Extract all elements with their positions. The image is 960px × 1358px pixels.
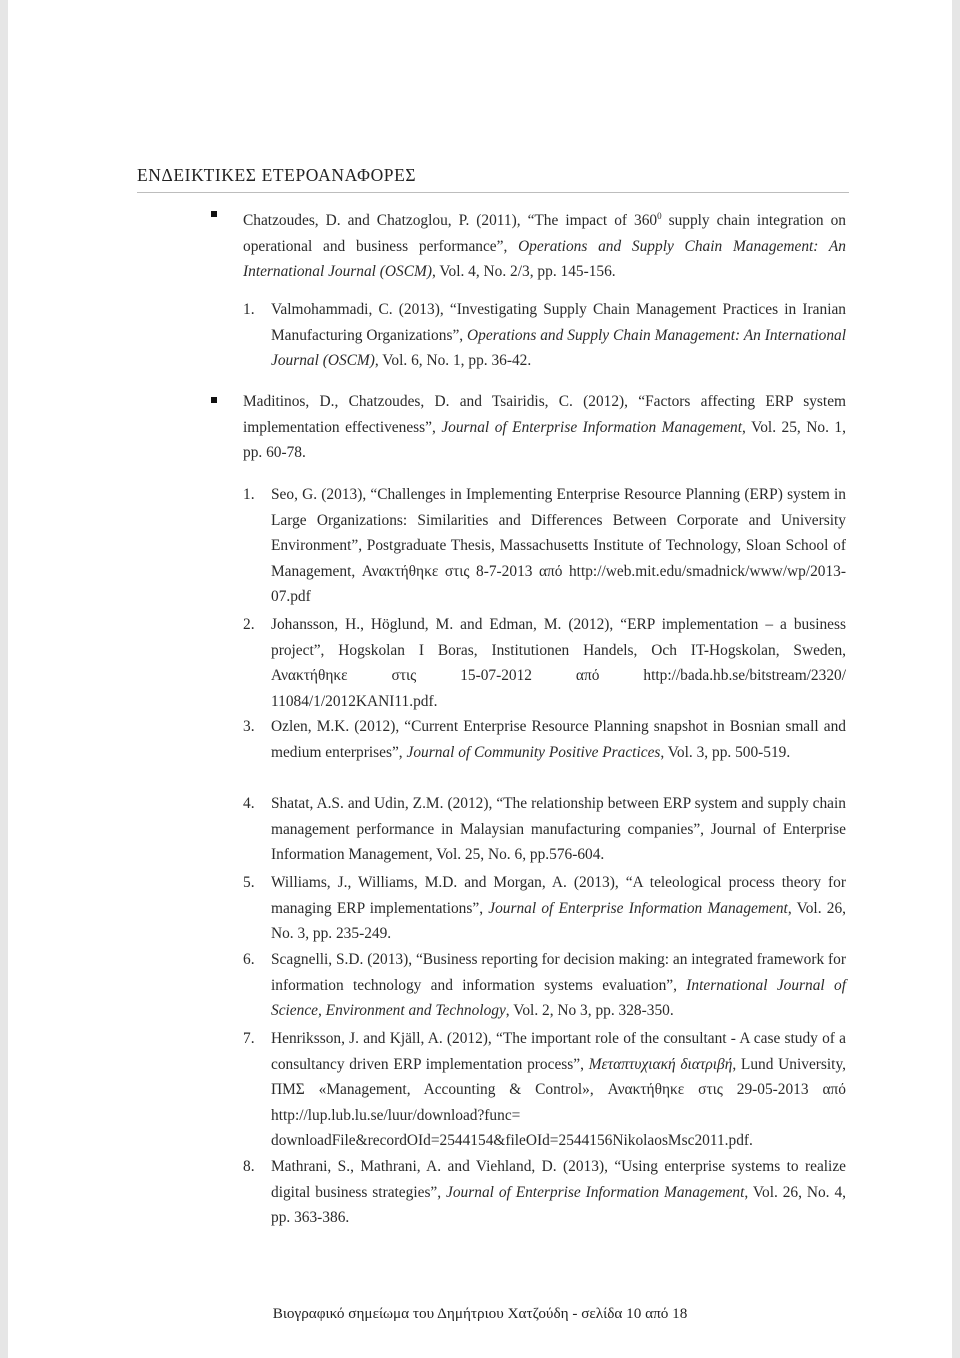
reference-entry [271,791,846,868]
list-number: 1. [243,301,255,318]
ref-text: , Vol. 25, No. 1, pp. 60-78. [243,418,846,461]
ref-source-title: Journal of Enterprise Information Management [488,899,788,917]
list-number: 2. [243,616,255,633]
ref-source-title: Journal of Enterprise Information Management [446,1183,745,1201]
list-number: 7. [243,1030,255,1047]
page-footer: Βιογραφικό σημείωμα του Δημήτριου Χατζούδη - σελίδα 10 από 18 [272,1305,688,1322]
ref-text: Chatzoudes, D. and Chatzoglou, P. (2011), “The impact of 360 [243,212,658,230]
reference-entry [271,714,846,765]
list-number: 5. [243,874,255,891]
ref-text: Williams, J., Williams, M.D. and Morgan, A. (2013), “A teleological process theory for managing ERP implementations”, [271,874,846,917]
ref-text: Johansson, H., Höglund, M. and Edman, M. (2012), “ERP implementation – a business project”, Hogskolan I Boras, Institutionen Handels, Och IT-Hogskolan, Sweden, Ανακτήθηκε στις 15-07-2012 από http://bada.hb.se/bitstream/2320/ 11084/1/2012KANI11.pdf. [271,616,846,710]
ref-source-title: Journal of Enterprise Information Management [441,418,743,436]
reference-entry [271,870,846,947]
ref-text: supply chain integration on operational and business performance”, [243,212,846,255]
reference-entry [243,204,846,285]
ref-text: Henriksson, J. and Kjäll, A. (2012), “The important role of the consultant - A case study of a consultancy driven ERP implementation process”, [271,1030,846,1073]
ref-source-title: International Journal of Science, Environment and Technology [271,976,846,1019]
ref-superscript: 0 [657,211,662,221]
reference-entry [271,1026,846,1154]
reference-entry [243,389,846,466]
bullet-marker [211,397,217,403]
ref-text: Shatat, A.S. and Udin, Z.M. (2012), “The relationship between ERP system and supply chain management performance in Malaysian manufacturing companies”, Journal of Enterprise Information Management, Vol. 25, No. 6, pp.576-604. [271,795,846,863]
ref-text: , Vol. 26, No. 4, pp. 363-386. [271,1183,846,1226]
ref-source-title: Operations and Supply Chain Management: An International Journal (OSCM) [243,237,846,281]
ref-text: , Vol. 3, pp. 500-519. [660,743,791,761]
reference-entry [271,947,846,1024]
ref-text: , Vol. 4, No. 2/3, pp. 145-156. [431,263,616,281]
ref-text: Maditinos, D., Chatzoudes, D. and Tsairidis, C. (2012), “Factors affecting ERP system implementation effectiveness”, [243,393,846,436]
ref-source-title: Μεταπτυχιακή διατριβή [588,1055,733,1073]
bullet-marker [211,211,217,217]
ref-text: Scagnelli, S.D. (2013), “Business reporting for decision making: an integrated framework for information technology and information systems evaluation”, [271,951,846,994]
reference-entry [271,297,846,374]
ref-source-title: Journal of Community Positive Practices [406,743,661,761]
list-number: 6. [243,951,255,968]
list-number: 4. [243,795,255,812]
reference-entry [271,1154,846,1231]
ref-text: Mathrani, S., Mathrani, A. and Viehland, D. (2013), “Using enterprise systems to realize digital business strategies”, [271,1158,846,1201]
ref-text: Ozlen, M.K. (2012), “Current Enterprise Resource Planning snapshot in Bosnian small and medium enterprises”, [271,718,846,761]
reference-entry [271,612,846,714]
ref-text: , Vol. 2, No 3, pp. 328-350. [505,1002,674,1019]
list-number: 8. [243,1158,255,1175]
list-number: 3. [243,718,255,735]
list-number: 1. [243,486,255,503]
ref-source-title: Operations and Supply Chain Management: An International Journal (OSCM) [271,326,846,369]
ref-text: , Vol. 26, No. 3, pp. 235-249. [271,899,846,942]
reference-entry [271,482,846,610]
ref-text: , Lund University, ΠΜΣ «Management, Accounting & Control», Ανακτήθηκε στις 29-05-2013 από http://lup.lub.lu.se/luur/download?func= downloadFile&recordOId=2544154&fileOId=2544156NikolaosMsc2011.pdf. [271,1055,846,1149]
ref-text: Valmohammadi, C. (2013), “Investigating Supply Chain Management Practices in Iranian Manufacturing Organizations”, [271,301,846,344]
section-heading: ΕΝΔΕΙΚΤΙΚΕΣ ΕΤΕΡΟΑΝΑΦΟΡΕΣ [137,165,849,193]
ref-text: Seo, G. (2013), “Challenges in Implementing Enterprise Resource Planning (ERP) system in Large Organizations: Similarities and Differences Between Corporate and University Environment”, Postgraduate Thesis, Massachusetts Institute of Technology, Sloan School of Management, Ανακτήθηκε στις 8-7-2013 από http://web.mit.edu/smadnick/www/wp/2013-07.pdf [271,486,846,605]
ref-text: , Vol. 6, No. 1, pp. 36-42. [374,352,532,369]
